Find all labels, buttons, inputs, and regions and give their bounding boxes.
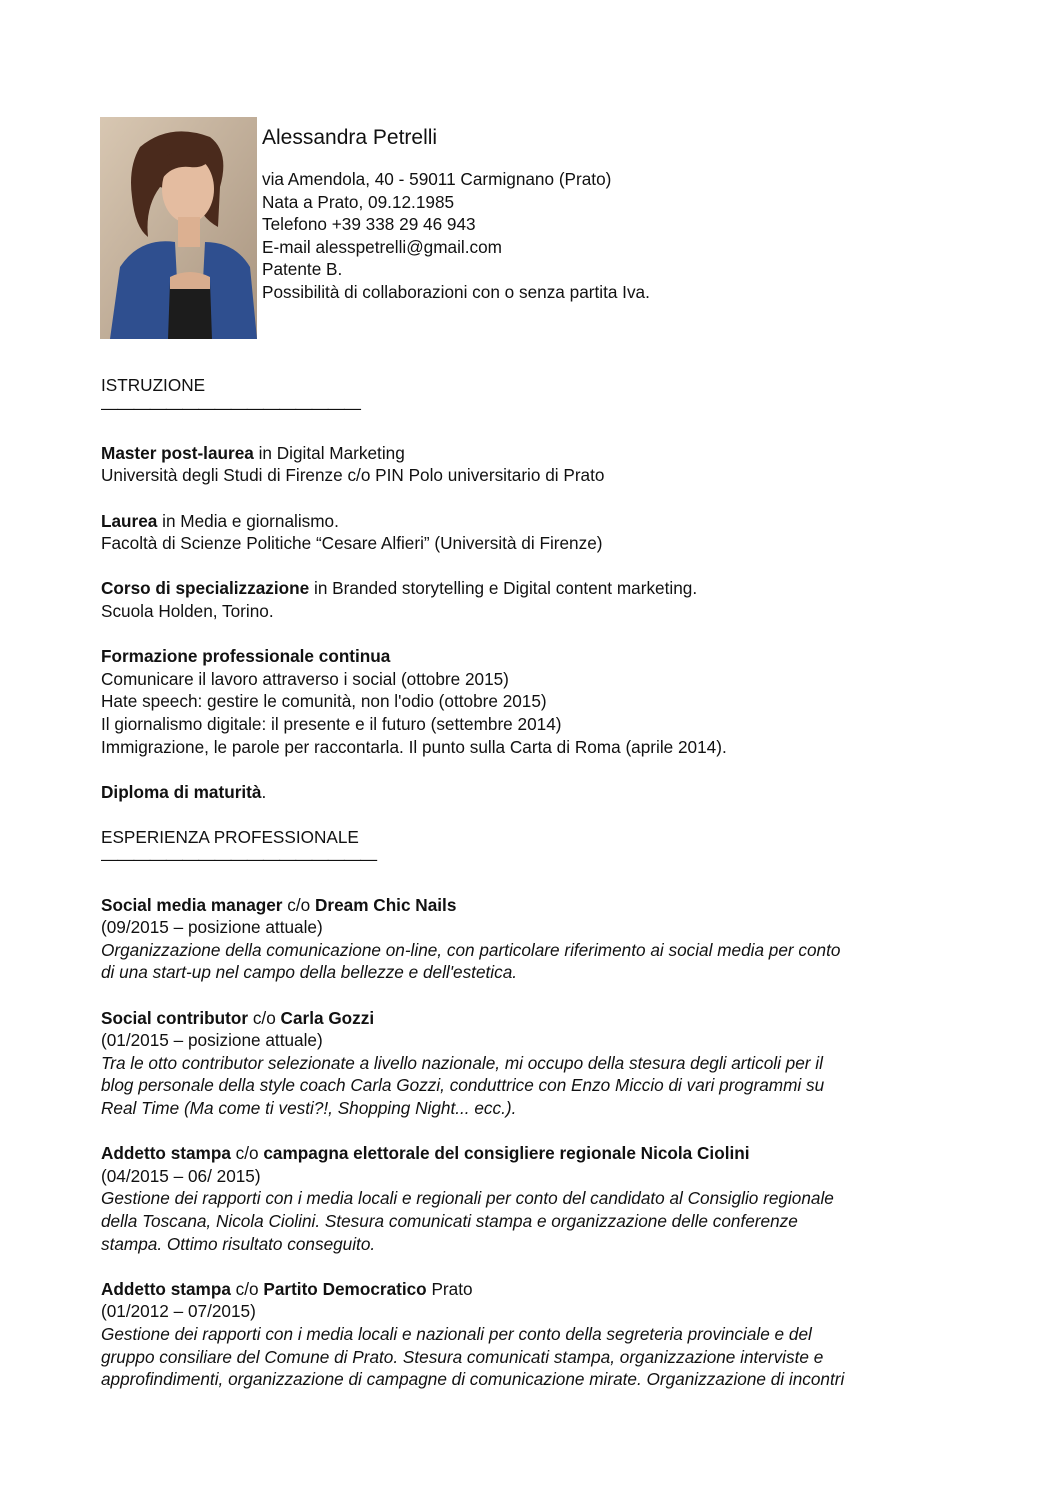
job-heading [101,1007,961,1030]
diploma-period: . [261,781,267,802]
job-description: della Toscana, Nicola Ciolini. Stesura comunicati stampa e organizzazione delle conferenze [101,1210,798,1231]
experience-title: ESPERIENZA PROFESSIONALE [101,826,359,847]
job-description: blog personale della style coach Carla Gozzi, conduttrice con Enzo Miccio di vari programmi su [101,1075,825,1096]
cv-body [101,374,961,1391]
job-heading [101,1142,961,1165]
job-sep: c/o [248,1007,281,1028]
job-description: approfindimenti, organizzazione di campagne di comunicazione mirate. Organizzazione di incontri [101,1369,845,1390]
job-sep: c/o [230,1143,264,1164]
job-org: Dream Chic Nails [315,894,457,915]
education-diploma [101,781,961,804]
collaboration-note: Possibilità di collaborazioni con o senza partita Iva. [262,281,650,302]
job-org: campagna elettorale del consigliere regionale Nicola Ciolini [263,1143,750,1164]
experience-rule: ————————————————— [101,849,377,870]
job-period: (01/2015 – posizione attuale) [101,1030,323,1051]
job-description: Gestione dei rapporti con i media locali e regionali per conto del candidato al Consiglio regionale [101,1188,834,1209]
job-role: Social media manager [101,894,283,915]
master-degree: Master post-laurea [101,442,254,463]
profile-photo [100,117,257,339]
driving-license: Patente B. [262,259,343,280]
master-subject: in Digital Marketing [253,442,405,463]
job-period: (01/2012 – 07/2015) [101,1301,256,1322]
education-title: ISTRUZIONE [101,375,206,395]
job-description: Gestione dei rapporti con i media locali e nazionali per conto della segreteria provinciale e del [101,1323,812,1344]
job-period: (09/2015 – posizione attuale) [101,917,323,938]
job-period: (04/2015 – 06/ 2015) [101,1165,261,1186]
portrait-image [100,117,257,339]
job-sep: c/o [230,1278,264,1299]
job-description: Real Time (Ma come ti vesti?!, Shopping Night... ecc.). [101,1098,517,1118]
address: via Amendola, 40 - 59011 Carmignano (Prato) [262,169,612,189]
job-description: di una start-up nel campo della bellezze e dell'estetica. [101,962,518,983]
formazione-item: Il giornalismo digitale: il presente e il futuro (settembre 2014) [101,713,562,734]
formazione-title [101,645,961,668]
job-role: Social contributor [101,1007,249,1028]
job-after: Prato [426,1278,473,1299]
laurea-subject: in Media e giornalismo. [157,510,339,531]
job-heading [101,1278,961,1301]
formazione-item: Immigrazione, le parole per raccontarla. Il punto sulla Carta di Roma (aprile 2014). [101,736,727,757]
laurea-school: Facoltà di Scienze Politiche “Cesare Alfieri” (Università di Firenze) [101,533,603,554]
laurea-degree: Laurea [101,510,158,531]
birth-info: Nata a Prato, 09.12.1985 [262,191,455,212]
job-description: gruppo consiliare del Comune di Prato. Stesura comunicati stampa, organizzazione interviste e [101,1346,824,1367]
person-name: Alessandra Petrelli [262,126,438,149]
job-description: stampa. Ottimo risultato conseguito. [101,1233,376,1254]
corso-school: Scuola Holden, Torino. [101,600,274,621]
job-sep: c/o [282,894,315,915]
phone: Telefono +39 338 29 46 943 [262,214,476,235]
contact-header [262,124,650,304]
job-description: Organizzazione della comunicazione on-line, con particolare riferimento ai social media per conto [101,939,841,960]
education-laurea [101,510,961,533]
formazione-item: Comunicare il lavoro attraverso i social (ottobre 2015) [101,668,509,689]
job-role: Addetto stampa [101,1278,231,1299]
education-master [101,442,961,465]
job-description: Tra le otto contributor selezionate a livello nazionale, mi occupo della stesura degli articoli per il [101,1052,823,1073]
job-role: Addetto stampa [101,1143,231,1164]
job-org: Carla Gozzi [280,1007,375,1028]
formazione-heading: Formazione professionale continua [101,646,391,667]
diploma-degree: Diploma di maturità [101,781,262,802]
education-corso [101,577,961,600]
corso-degree: Corso di specializzazione [101,578,310,599]
corso-subject: in Branded storytelling e Digital content marketing. [309,578,698,599]
master-school: Università degli Studi di Firenze c/o PIN Polo universitario di Prato [101,465,605,486]
education-rule: ———————————————— [101,397,360,418]
email: E-mail alesspetrelli@gmail.com [262,236,502,257]
job-org: Partito Democratico [263,1278,427,1299]
job-heading [101,894,961,917]
formazione-item: Hate speech: gestire le comunità, non l'odio (ottobre 2015) [101,691,547,712]
